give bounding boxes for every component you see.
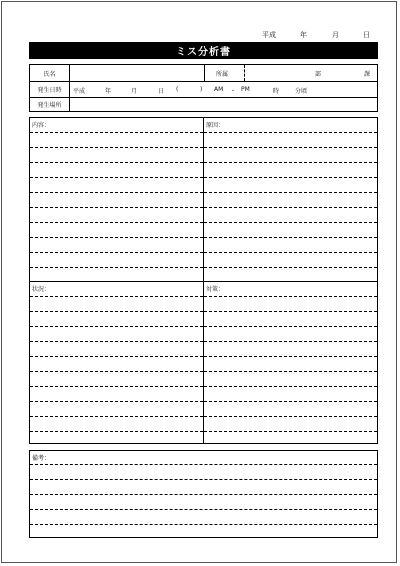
ruled-line bbox=[204, 237, 377, 238]
ruled-line bbox=[204, 222, 377, 223]
ruled-line bbox=[30, 222, 203, 223]
ruled-line bbox=[204, 311, 377, 312]
ruled-line bbox=[204, 326, 377, 327]
ruled-line bbox=[30, 494, 377, 495]
hour-unit: 時 bbox=[273, 88, 280, 95]
place-label: 発生場所 bbox=[37, 102, 62, 109]
ruled-line bbox=[30, 311, 203, 312]
ruled-line bbox=[30, 237, 203, 238]
ruled-line bbox=[30, 147, 203, 148]
date-month-unit: 月 bbox=[131, 88, 138, 95]
name-label-cell bbox=[30, 65, 70, 81]
info-box bbox=[29, 64, 378, 112]
ruled-line bbox=[204, 207, 377, 208]
situation-label: 状況： bbox=[32, 286, 51, 293]
cause-label: 原因： bbox=[206, 122, 225, 129]
title-bar bbox=[29, 42, 378, 59]
ruled-line bbox=[30, 252, 203, 253]
section-unit: 課 bbox=[364, 71, 371, 78]
ruled-line bbox=[30, 524, 377, 525]
ruled-line bbox=[30, 326, 203, 327]
ruled-line bbox=[30, 401, 203, 402]
info-row-name bbox=[30, 65, 377, 81]
affiliation-field[interactable] bbox=[245, 65, 377, 81]
info-row-place bbox=[30, 97, 377, 111]
ruled-line bbox=[30, 296, 203, 297]
date-era: 平成 bbox=[73, 88, 86, 95]
ruled-line bbox=[30, 177, 203, 178]
countermeasure-label: 対策： bbox=[206, 286, 225, 293]
ruled-line bbox=[204, 192, 377, 193]
ruled-line bbox=[204, 296, 377, 297]
remarks-field[interactable] bbox=[30, 451, 377, 537]
am-label: AM bbox=[214, 86, 224, 93]
ruled-line bbox=[204, 431, 377, 432]
ruled-line bbox=[30, 386, 203, 387]
ruled-line bbox=[204, 132, 377, 133]
header-year-unit: 年 bbox=[300, 31, 307, 39]
ruled-line bbox=[30, 162, 203, 163]
place-field[interactable] bbox=[70, 98, 377, 111]
ruled-line bbox=[30, 371, 203, 372]
date-label-cell bbox=[30, 82, 70, 97]
name-field[interactable] bbox=[70, 65, 204, 81]
date-day-unit: 日 bbox=[158, 88, 165, 95]
ruled-line bbox=[30, 356, 203, 357]
date-label: 発生日時 bbox=[37, 87, 62, 94]
ruled-line bbox=[204, 386, 377, 387]
situation-field[interactable] bbox=[30, 282, 203, 443]
ruled-line bbox=[30, 267, 203, 268]
name-divider bbox=[204, 65, 205, 81]
ruled-line bbox=[30, 416, 203, 417]
content-label: 内容： bbox=[32, 122, 51, 129]
ruled-line bbox=[204, 341, 377, 342]
ruled-line bbox=[30, 431, 203, 432]
ruled-line bbox=[30, 509, 377, 510]
name-label: 氏名 bbox=[43, 70, 56, 78]
header-era: 平成 bbox=[262, 31, 276, 39]
ruled-line bbox=[204, 162, 377, 163]
header-day-unit: 日 bbox=[363, 31, 370, 39]
remarks-label: 備考： bbox=[32, 455, 51, 462]
content-field[interactable] bbox=[30, 118, 203, 281]
minute-unit: 分頃 bbox=[295, 88, 308, 95]
page-title: ミス分析書 bbox=[176, 47, 231, 58]
date-paren-open: ( bbox=[176, 86, 179, 93]
ruled-line bbox=[30, 341, 203, 342]
ruled-line bbox=[204, 356, 377, 357]
ruled-line bbox=[30, 479, 377, 480]
ruled-line bbox=[30, 192, 203, 193]
header-month-unit: 月 bbox=[332, 31, 339, 39]
ruled-line bbox=[204, 147, 377, 148]
ruled-line bbox=[30, 132, 203, 133]
ruled-line bbox=[204, 177, 377, 178]
ruled-line bbox=[204, 252, 377, 253]
date-field[interactable] bbox=[70, 82, 377, 97]
pm-label: PM bbox=[241, 86, 250, 93]
ruled-line bbox=[204, 416, 377, 417]
ampm-separator: ・ bbox=[230, 88, 237, 95]
ruled-line bbox=[204, 267, 377, 268]
department-unit: 部 bbox=[315, 71, 322, 78]
ruled-line bbox=[204, 401, 377, 402]
cause-field[interactable] bbox=[204, 118, 377, 281]
place-label-cell bbox=[30, 98, 70, 111]
date-year-unit: 年 bbox=[105, 88, 112, 95]
ruled-line bbox=[30, 207, 203, 208]
affiliation-label: 所属 bbox=[216, 71, 229, 78]
countermeasure-field[interactable] bbox=[204, 282, 377, 443]
ruled-line bbox=[204, 371, 377, 372]
date-paren-close: ) bbox=[200, 86, 203, 93]
ruled-line bbox=[30, 464, 377, 465]
info-row-date bbox=[30, 81, 377, 97]
